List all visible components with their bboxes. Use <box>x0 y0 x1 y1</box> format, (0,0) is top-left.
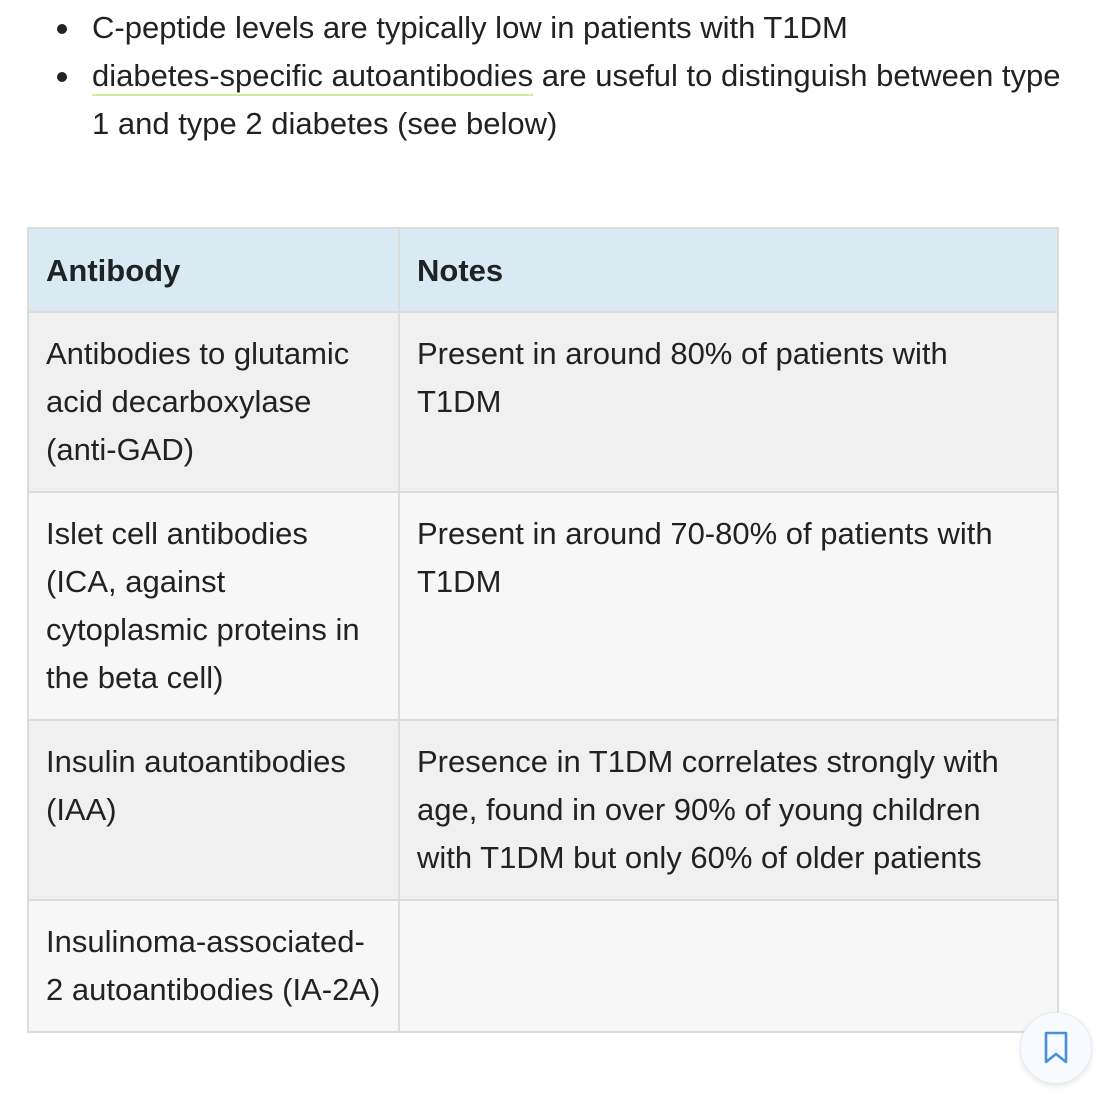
bookmark-button[interactable] <box>1020 1012 1092 1084</box>
notes-cell: Present in around 80% of patients with T1DM <box>399 312 1058 492</box>
header-antibody: Antibody <box>28 228 399 312</box>
bullet-item-c-peptide <box>54 4 1074 52</box>
header-notes: Notes <box>399 228 1058 312</box>
antibody-cell: Antibodies to glutamic acid decarboxylase (anti-GAD) <box>28 312 399 492</box>
antibody-cell: Insulinoma-associated-2 autoantibodies (IA-2A) <box>28 900 399 1032</box>
table-row <box>28 720 1058 900</box>
table-row <box>28 900 1058 1032</box>
table-header-row <box>28 228 1058 312</box>
antibody-cell: Insulin autoantibodies (IAA) <box>28 720 399 900</box>
antibody-table <box>27 227 1059 1033</box>
notes-cell: Present in around 70-80% of patients with T1DM <box>399 492 1058 720</box>
bullet-dot <box>57 24 67 34</box>
notes-cell <box>399 900 1058 1032</box>
antibody-cell: Islet cell antibodies (ICA, against cytoplasmic proteins in the beta cell) <box>28 492 399 720</box>
autoantibodies-link[interactable]: diabetes-specific autoantibodies <box>92 58 533 96</box>
bullet-item-autoantibodies <box>54 52 1074 148</box>
table-row <box>28 492 1058 720</box>
bookmark-icon <box>1043 1031 1069 1065</box>
bullet-text: are useful to distinguish between type 1 and type 2 diabetes (see below) <box>92 58 1061 141</box>
bullet-dot <box>57 72 67 82</box>
bullet-text: C-peptide levels are typically low in patients with T1DM <box>92 10 848 45</box>
bullet-list <box>54 4 1074 148</box>
notes-cell: Presence in T1DM correlates strongly with age, found in over 90% of young children with T1DM but only 60% of older patients <box>399 720 1058 900</box>
table-row <box>28 312 1058 492</box>
